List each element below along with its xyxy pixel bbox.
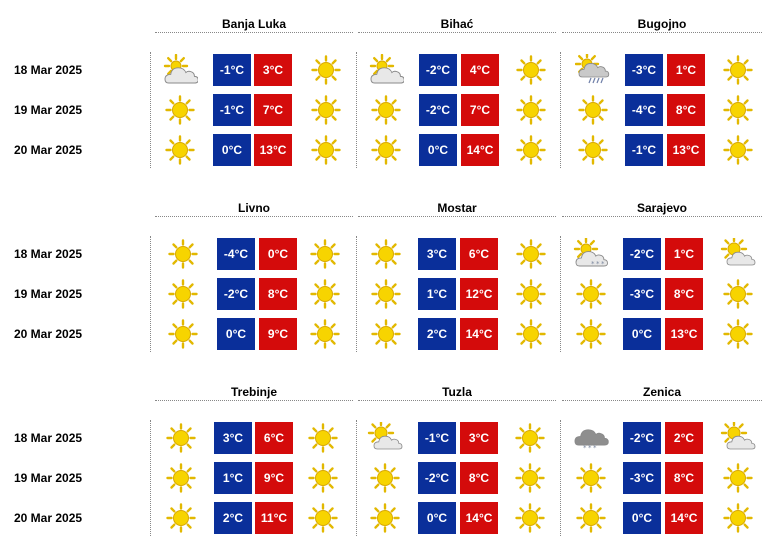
column-divider	[560, 420, 561, 536]
date-label: 20 Mar 2025	[14, 143, 83, 157]
sun-icon	[308, 134, 344, 166]
city-name: Mostar	[358, 200, 556, 217]
min-temp-cell: 0°C	[418, 502, 456, 534]
city-name: Bugojno	[562, 16, 762, 33]
sun-icon	[513, 94, 549, 126]
sun-icon	[163, 462, 199, 494]
max-temp-cell: 3°C	[254, 54, 292, 86]
sun-icon	[163, 422, 199, 454]
sun-icon	[165, 278, 201, 310]
max-temp-cell: 13°C	[665, 318, 703, 350]
min-temp-cell: 3°C	[418, 238, 456, 270]
date-label: 20 Mar 2025	[14, 327, 83, 341]
city-name: Sarajevo	[562, 200, 762, 217]
column-divider	[356, 236, 357, 352]
sun-icon	[368, 278, 404, 310]
date-label: 18 Mar 2025	[14, 247, 83, 261]
column-divider	[560, 52, 561, 168]
max-temp-cell: 7°C	[254, 94, 292, 126]
max-temp-cell: 6°C	[460, 238, 498, 270]
max-temp-cell: 14°C	[460, 502, 498, 534]
min-temp-cell: -1°C	[418, 422, 456, 454]
min-temp-cell: -1°C	[213, 94, 251, 126]
max-temp-cell: 8°C	[667, 94, 705, 126]
max-temp-cell: 8°C	[665, 278, 703, 310]
min-temp-cell: -1°C	[625, 134, 663, 166]
max-temp-cell: 13°C	[254, 134, 292, 166]
sun-icon	[720, 278, 756, 310]
sun-icon	[573, 278, 609, 310]
sun-icon	[513, 318, 549, 350]
sun-cloud-icon	[367, 422, 403, 454]
sun-icon	[305, 422, 341, 454]
sun-icon	[162, 94, 198, 126]
svg-text:*: *	[588, 444, 592, 452]
sun-icon	[513, 278, 549, 310]
sun-cloud-snow-icon	[573, 238, 609, 270]
date-label: 20 Mar 2025	[14, 511, 83, 525]
sun-icon	[513, 54, 549, 86]
sun-icon	[367, 502, 403, 534]
min-temp-cell: 0°C	[623, 318, 661, 350]
city-name: Zenica	[562, 384, 762, 401]
svg-text:*: *	[591, 260, 595, 268]
sun-cloud-rain-icon	[575, 54, 611, 86]
max-temp-cell: 1°C	[667, 54, 705, 86]
cloud-snow-icon	[573, 422, 609, 454]
sun-icon	[305, 462, 341, 494]
sun-icon	[720, 54, 756, 86]
sun-icon	[308, 94, 344, 126]
sun-icon	[720, 462, 756, 494]
sun-icon	[368, 318, 404, 350]
city-name: Bihać	[358, 16, 556, 33]
max-temp-cell: 8°C	[259, 278, 297, 310]
min-temp-cell: 1°C	[214, 462, 252, 494]
max-temp-cell: 14°C	[665, 502, 703, 534]
date-label: 19 Mar 2025	[14, 103, 83, 117]
max-temp-cell: 0°C	[259, 238, 297, 270]
sun-icon	[575, 134, 611, 166]
city-name: Livno	[155, 200, 353, 217]
sun-icon	[720, 318, 756, 350]
sun-cloud-icon	[720, 238, 756, 270]
column-divider	[150, 420, 151, 536]
min-temp-cell: -1°C	[213, 54, 251, 86]
date-label: 18 Mar 2025	[14, 431, 83, 445]
column-divider	[356, 52, 357, 168]
max-temp-cell: 9°C	[255, 462, 293, 494]
max-temp-cell: 14°C	[461, 134, 499, 166]
max-temp-cell: 1°C	[665, 238, 703, 270]
min-temp-cell: 3°C	[214, 422, 252, 454]
max-temp-cell: 6°C	[255, 422, 293, 454]
sun-icon	[368, 94, 404, 126]
min-temp-cell: -2°C	[217, 278, 255, 310]
min-temp-cell: -3°C	[625, 54, 663, 86]
column-divider	[150, 236, 151, 352]
svg-text:*: *	[601, 260, 605, 268]
sun-icon	[162, 134, 198, 166]
sun-icon	[308, 54, 344, 86]
sun-icon	[513, 238, 549, 270]
max-temp-cell: 11°C	[255, 502, 293, 534]
max-temp-cell: 8°C	[665, 462, 703, 494]
sun-icon	[720, 502, 756, 534]
min-temp-cell: -3°C	[623, 462, 661, 494]
max-temp-cell: 2°C	[665, 422, 703, 454]
sun-icon	[307, 238, 343, 270]
sun-icon	[573, 318, 609, 350]
column-divider	[560, 236, 561, 352]
max-temp-cell: 3°C	[460, 422, 498, 454]
min-temp-cell: 0°C	[213, 134, 251, 166]
svg-text:*: *	[593, 444, 597, 452]
max-temp-cell: 4°C	[461, 54, 499, 86]
min-temp-cell: 2°C	[418, 318, 456, 350]
sun-icon	[307, 278, 343, 310]
min-temp-cell: -3°C	[623, 278, 661, 310]
sun-icon	[720, 94, 756, 126]
date-label: 19 Mar 2025	[14, 287, 83, 301]
sun-icon	[165, 318, 201, 350]
max-temp-cell: 12°C	[460, 278, 498, 310]
max-temp-cell: 9°C	[259, 318, 297, 350]
min-temp-cell: -2°C	[419, 54, 457, 86]
min-temp-cell: -2°C	[418, 462, 456, 494]
date-label: 18 Mar 2025	[14, 63, 83, 77]
min-temp-cell: 1°C	[418, 278, 456, 310]
sun-icon	[163, 502, 199, 534]
sun-icon	[720, 134, 756, 166]
sun-icon	[513, 134, 549, 166]
min-temp-cell: -2°C	[623, 238, 661, 270]
min-temp-cell: -2°C	[419, 94, 457, 126]
sun-icon	[307, 318, 343, 350]
partly-cloudy-icon	[162, 54, 198, 86]
column-divider	[150, 52, 151, 168]
city-name: Trebinje	[155, 384, 353, 401]
min-temp-cell: 0°C	[623, 502, 661, 534]
sun-icon	[368, 238, 404, 270]
sun-icon	[165, 238, 201, 270]
column-divider	[356, 420, 357, 536]
sun-icon	[367, 462, 403, 494]
sun-icon	[512, 502, 548, 534]
city-name: Banja Luka	[155, 16, 353, 33]
sun-icon	[368, 134, 404, 166]
sun-cloud-icon	[720, 422, 756, 454]
date-label: 19 Mar 2025	[14, 471, 83, 485]
max-temp-cell: 13°C	[667, 134, 705, 166]
svg-text:*: *	[596, 260, 600, 268]
min-temp-cell: -4°C	[217, 238, 255, 270]
min-temp-cell: -4°C	[625, 94, 663, 126]
sun-icon	[573, 502, 609, 534]
min-temp-cell: 0°C	[419, 134, 457, 166]
sun-icon	[575, 94, 611, 126]
svg-text:*: *	[583, 444, 587, 452]
max-temp-cell: 7°C	[461, 94, 499, 126]
sun-icon	[573, 462, 609, 494]
min-temp-cell: -2°C	[623, 422, 661, 454]
min-temp-cell: 2°C	[214, 502, 252, 534]
partly-cloudy-icon	[368, 54, 404, 86]
sun-icon	[512, 422, 548, 454]
sun-icon	[305, 502, 341, 534]
min-temp-cell: 0°C	[217, 318, 255, 350]
max-temp-cell: 14°C	[460, 318, 498, 350]
max-temp-cell: 8°C	[460, 462, 498, 494]
city-name: Tuzla	[358, 384, 556, 401]
sun-icon	[512, 462, 548, 494]
